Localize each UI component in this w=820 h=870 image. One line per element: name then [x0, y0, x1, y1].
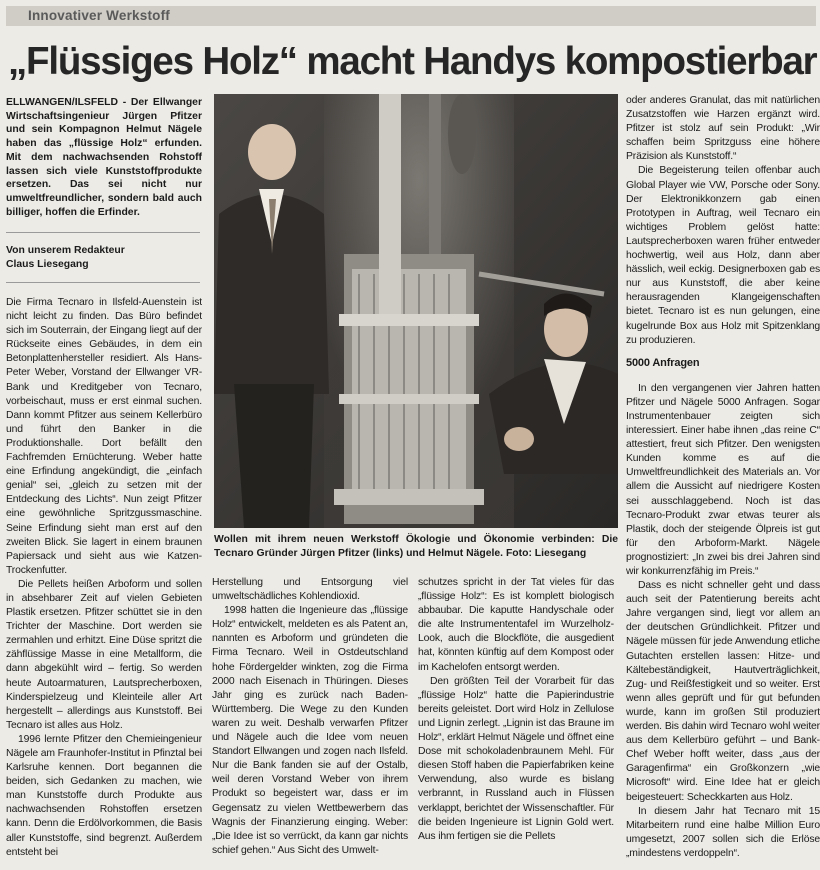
lead-paragraph: ELLWANGEN/ILSFELD - Der Ellwanger Wirtschaftsingenieur Jürgen Pfitzer und sein Kompagnon Helmut Nägele haben das „flüssige Holz“ erfunden. Mit dem nachwachsenden Rohstoff lassen sich viele Kunststoffprodukte ersetzen. Das sei nicht nur umweltfreundlicher, sondern bald auch billiger, hoffen die Erfinder. [6, 97, 202, 218]
article-photo [214, 94, 618, 528]
subheading: 5000 Anfragen [626, 356, 700, 369]
byline-author: Claus Liesegang [6, 259, 89, 270]
paragraph: 1996 lernte Pfitzer den Chemieingenieur Nägele am Fraunhofer-Institut in Pfinztal bei Karlsruhe kennen. Dort begannen die beiden, sich Gedanken zu machen, wie man Kunststoffe durch Produkte aus nachwachsenden Rohstoffen ersetzen kann. Denn die Erdölvorkommen, die Basis aller Kunststoffe, sind begrenzt. Außerdem entsteht bei [6, 733, 202, 858]
headline: „Flüssiges Holz“ macht Handys kompostierbar [8, 40, 817, 83]
byline [6, 244, 202, 272]
paragraph: Herstellung und Entsorgung viel umweltschädliches Kohlendioxid. [212, 577, 408, 603]
lead-divider [6, 232, 200, 233]
paragraph: oder anderes Granulat, das mit natürlichen Zusatzstoffen wie Harzen ergänzt wird. Pfitzer ist stolz auf sein Produkt: „Wir schaffen beim Spritzguss eine höhere Präzision als Kunststoff.“ [626, 95, 820, 163]
byline-role: Von unserem Redakteur [6, 245, 125, 256]
paragraph: Die Firma Tecnaro in Ilsfeld-Auenstein ist nicht leicht zu finden. Das Büro befindet sich im Souterrain, der Eingang liegt auf der Rückseite eines Gebäudes, in dem ein Betonplattenhersteller residiert. Als Hans-Peter Weber, Vorstand der Ellwanger VR-Bank und Kreditgeber von Tecnaro, vorbeischaut, muss er erst einmal suchen. Dann kommt Pfitzer aus seinem Kellerbüro und führt den Banker in die Produktionshalle. Dort befällt den Fachfremden Ernüchterung. Weber hatte eine Erfindung angekündigt, die „einfach genial“ sei, „gleich zu setzen mit der Entdeckung des Lichts“. Nun zeigt Pfitzer eine gewöhnliche Spritzgussmaschine. Seine Erfindung sieht man erst auf den zweiten Blick. Sie lagert in einem braunen Papiersack und sieht aus wie Katzen-Trockenfutter. [6, 297, 202, 576]
paragraph: In diesem Jahr hat Tecnaro mit 15 Mitarbeitern rund eine halbe Million Euro umgesetzt, 2007 sollen sich die Erlöse „mindestens verdoppeln“. [626, 805, 820, 859]
photo-caption: Wollen mit ihrem neuen Werkstoff Ökologie und Ökonomie verbinden: Die Tecnaro Gründer Jürgen Pfitzer (links) und Helmut Nägele. Foto: Liesegang [214, 534, 618, 559]
paragraph: Den größten Teil der Vorarbeit für das „flüssige Holz“ hatte die Papierindustrie bereits geleistet. Dort wird Holz in Zellulose und Lignin zerlegt. „Lignin ist das Braune im Holz“, erklärt Helmut Nägele und öffnet eine Dose mit schokoladenbraunem Mehl. Für diesen Stoff haben die Papierfabriken keine Verwendung, also wurde es bislang verbrannt, in Russland auch in Flüssen verklappt, berichtet der Wissenschaftler. Für die beiden Ingenieure ist Lignin Gold wert. Aus ihm fertigen sie die Pellets [418, 675, 614, 842]
paragraph: 1998 hatten die Ingenieure das „flüssige Holz“ entwickelt, meldeten es als Patent an, nannten es Arboform und gründeten die Firma Tecnaro. Weil in Ostdeutschland hohe Fördergelder winkten, zog die Firma 2000 nach Eisenach in Thüringen. Dieses Jahr ging es zurück nach Baden-Württemberg. Die Wege zu den Kunden waren zu weit. Deshalb verwarfen Pfitzer und Nägele auch die Idee vom neuen Standort Ellwangen und zogen nach Ilsfeld. Nur die Bank fanden sie auf der Ostalb, weil deren Vorstand Weber von ihrem Produkt so begeistert war, dass er im Gegensatz zu vielen Wettbewerbern das Wagnis der Finanzierung einging. Weber: „Die Idee ist so verrückt, da kann gar nichts schief gehen.“ Aus Sicht des Umwelt- [212, 605, 408, 856]
article-column-1 [6, 296, 202, 866]
paragraph: Die Pellets heißen Arboform und sollen in absehbarer Zeit auf vielen Gebieten Plastik ersetzen. Pfitzer schüttet sie in den Trichter der Maschine. Dort werden sie zermahlen und erhitzt. Eine Düse spritzt die zähflüssige Masse in eine Metallform, die dann abgekühlt wird – fertig. So werden heute Autoarmaturen, Lautsprecherboxen, Kinderspielzeug und Kleinteile aller Art hergestellt – allerdings aus Kunststoff. Bei Tecnaro ist alles aus Holz. [6, 578, 202, 731]
rubric-label: Innovativer Werkstoff [28, 8, 170, 23]
paragraph: In den vergangenen vier Jahren hatten Pfitzer und Nägele 5000 Anfragen. Sogar Instrumentenbauer zeigten sich interessiert. Einer habe ihnen „das reine C“ attestiert, freut sich Pfitzer. Den wenigsten Kunden komme es auf die Umweltfreundlichkeit des Materials an. Vor allem die Aussicht auf niedrigere Kosten sei ausschlaggebend. Noch ist das Tecnaro-Produkt zwar etwas teurer als Plastik, doch der steigende Ölpreis ist gut für den Arboform-Markt. Nägele prognostiziert: „In zwei bis drei Jahren sind wir konkurrenzfähig im Preis.“ [626, 382, 820, 577]
article-column-3 [418, 576, 614, 868]
photo-founders-with-machine [214, 94, 618, 528]
article-column-4 [626, 94, 820, 868]
paragraph: Dass es nicht schneller geht und dass auch seit der Patentierung bereits acht Jahre vergangen sind, liegt vor allem an der deutschen Gründlichkeit. Pfitzer und Nägele müssen für jede Anwendung etliche Gutachten erstellen lassen: Hitze- und Kältebeständigkeit, Hautverträglichkeit, Zug- und Reißfestigkeit und so weiter. Erst wenn alles geprüft und für gut befunden wurde, kann im großen Stil produziert werden. Bis dahin wird Tecnaro wohl weiter aus dem Kellerbüro geführt – und Bank-Chef Weber hofft weiter, dass „aus der Garagenfirma“ ein Großkonzern „wie Microsoft“ wird. Eine Idee hat er gleich beigesteuert: Scheckkarten aus Holz. [626, 580, 820, 803]
paragraph: schutzes spricht in der Tat vieles für das „flüssige Holz“: Es ist komplett biologisch abbaubar. Die kaputte Handyschale oder die alte Instrumententafel im Wurzelholz-Look, auch die Blockflöte, die ausgedient hat, könnten künftig auf dem Kompost oder im Kachelofen entsorgt werden. [418, 577, 614, 673]
article-column-2 [212, 576, 408, 868]
byline-divider [6, 282, 200, 283]
paragraph: Die Begeisterung teilen offenbar auch Global Player wie VW, Porsche oder Sony. Der Elektronikkonzern gab einen Prototypen in Auftrag, weil Tecnaro ein wichtiges Problem gelöst hatte: Lautsprecherboxen waren früher entweder hochwertig, weil aus Holz, dann aber hässlich, weil eckig. Designerboxen gab es nur aus Kunststoff, die aber keine herausragenden Klangeigenschaften bietet. Tecnaro ist es nun gelungen, eine kugelrunde Box aus Holz mit Spitzenklang zu produzieren. [626, 165, 820, 346]
